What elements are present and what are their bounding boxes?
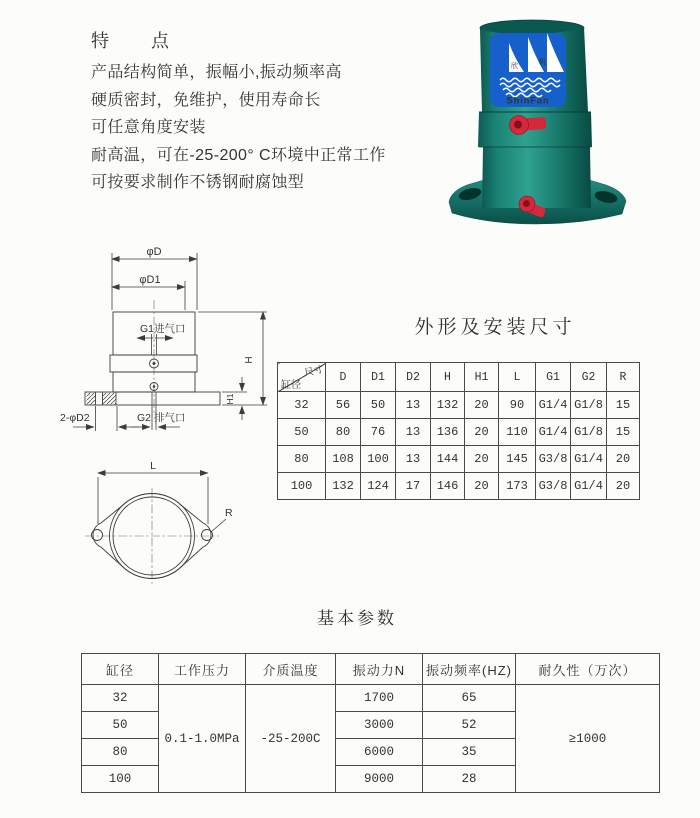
column-header: D2	[396, 363, 431, 392]
dim-label-r: R	[225, 507, 233, 519]
feature-line: 硬质密封，免维护，使用寿命长	[91, 91, 321, 109]
dim-cell: G1/4	[536, 419, 571, 446]
dim-cell: 90	[499, 392, 536, 419]
column-header: 耐久性（万次）	[516, 654, 660, 685]
logo-cn-char: 帆	[539, 59, 546, 66]
feature-line: 可按要求制作不锈钢耐腐蚀型	[91, 174, 305, 191]
dim-label-h: H	[244, 356, 255, 364]
column-header: 振动频率(HZ)	[423, 654, 516, 685]
dim-cell: 124	[361, 473, 396, 500]
column-header: 介质温度	[246, 654, 336, 685]
dim-cell: 15	[607, 419, 640, 446]
dim-cell: 13	[396, 446, 431, 473]
table-row	[278, 392, 640, 419]
pressure-cell: 0.1-1.0MPa	[159, 685, 246, 793]
diagonal-header-cell	[278, 363, 326, 392]
param-cell: 1700	[336, 685, 423, 712]
dim-cell: G3/8	[536, 446, 571, 473]
param-cell: 28	[423, 766, 516, 793]
temperature-cell: -25-200C	[246, 685, 336, 793]
dim-cell: 15	[607, 392, 640, 419]
features-title: 特 点	[91, 31, 181, 51]
column-header: R	[607, 363, 640, 392]
dim-cell: 20	[465, 446, 499, 473]
section-hatch	[103, 393, 117, 405]
product-photo	[440, 8, 690, 230]
corner-label-bore: 缸径	[281, 380, 301, 391]
column-header: G2	[571, 363, 607, 392]
dim-label-h1: H1	[225, 393, 235, 405]
feature-line: 可任意角度安装	[91, 119, 206, 136]
dim-cell: 144	[431, 446, 465, 473]
dim-cell: G1/4	[571, 473, 607, 500]
vibrator-lower-body	[482, 147, 591, 208]
table-row	[82, 685, 660, 712]
column-header: 振动力N	[336, 654, 423, 685]
dim-cell: 132	[326, 473, 361, 500]
dim-cell: 132	[431, 392, 465, 419]
param-cell: 100	[82, 766, 159, 793]
feature-line: 产品结构简单，振幅小,振动频率高	[91, 64, 342, 81]
dim-label-g2-exhaust: G2 排气口	[137, 412, 186, 424]
column-header: D	[326, 363, 361, 392]
dim-cell: 80	[326, 419, 361, 446]
dim-cell: 80	[278, 446, 326, 473]
column-header: L	[499, 363, 536, 392]
column-header: 工作压力	[159, 654, 246, 685]
dim-label-phi-d1: φD1	[139, 274, 161, 286]
dim-cell: G1/8	[571, 419, 607, 446]
column-header: D1	[361, 363, 396, 392]
front-view	[85, 300, 220, 430]
dim-label-2-phi-d2: 2-φD2	[60, 412, 90, 424]
dim-cell: 20	[465, 419, 499, 446]
dim-cell: 173	[499, 473, 536, 500]
dim-cell: 13	[396, 419, 431, 446]
dim-cell: 13	[396, 392, 431, 419]
section-hatch	[87, 393, 96, 405]
column-header: H	[431, 363, 465, 392]
dim-cell: 32	[278, 392, 326, 419]
dim-cell: 17	[396, 473, 431, 500]
table-row	[278, 446, 640, 473]
param-cell: 9000	[336, 766, 423, 793]
dim-cell: 20	[607, 473, 640, 500]
dim-cell: 76	[361, 419, 396, 446]
param-cell: 3000	[336, 712, 423, 739]
param-cell: 80	[82, 739, 159, 766]
param-cell: 35	[423, 739, 516, 766]
dim-label-l: L	[150, 460, 156, 472]
dim-cell: 145	[499, 446, 536, 473]
dim-cell: G1/4	[571, 446, 607, 473]
param-cell: 6000	[336, 739, 423, 766]
column-header: 缸径	[82, 654, 159, 685]
features-section	[91, 27, 421, 197]
param-cell: 65	[423, 685, 516, 712]
durability-cell: ≥1000	[516, 685, 660, 793]
brand-logo	[490, 33, 566, 107]
dim-cell: G3/8	[536, 473, 571, 500]
param-cell: 50	[82, 712, 159, 739]
dim-cell: 108	[326, 446, 361, 473]
param-cell: 52	[423, 712, 516, 739]
parameters-section-title: 基本参数	[317, 609, 397, 628]
table-row	[278, 419, 640, 446]
column-header: H1	[465, 363, 499, 392]
dim-cell: 56	[326, 392, 361, 419]
dim-cell: G1/4	[536, 392, 571, 419]
dim-cell: 50	[278, 419, 326, 446]
dim-cell: 136	[431, 419, 465, 446]
dim-cell: 50	[361, 392, 396, 419]
dim-label-g1-inlet: G1进气口	[140, 323, 186, 335]
param-cell: 32	[82, 685, 159, 712]
dim-cell: 110	[499, 419, 536, 446]
dimensions-table	[277, 362, 640, 500]
table-header-row	[82, 654, 660, 685]
dim-cell: 20	[465, 473, 499, 500]
column-header: G1	[536, 363, 571, 392]
brand-name: ShinFan	[506, 95, 550, 107]
dim-cell: 20	[465, 392, 499, 419]
bottom-view	[85, 460, 233, 584]
dim-label-phi-d: φD	[146, 246, 162, 258]
feature-line: 耐高温，可在-25-200° C环境中正常工作	[91, 146, 386, 164]
dimensions-section-title: 外形及安装尺寸	[414, 317, 576, 338]
dim-cell: 100	[361, 446, 396, 473]
dim-cell: 100	[278, 473, 326, 500]
table-header-row	[278, 363, 640, 392]
dim-cell: G1/8	[571, 392, 607, 419]
dim-cell: 146	[431, 473, 465, 500]
dim-cell: 20	[607, 446, 640, 473]
corner-label-size: 尺寸	[303, 364, 325, 379]
technical-drawing	[55, 240, 290, 605]
logo-cn-char: 欣	[511, 63, 518, 70]
parameters-table	[81, 653, 660, 793]
table-row	[278, 473, 640, 500]
